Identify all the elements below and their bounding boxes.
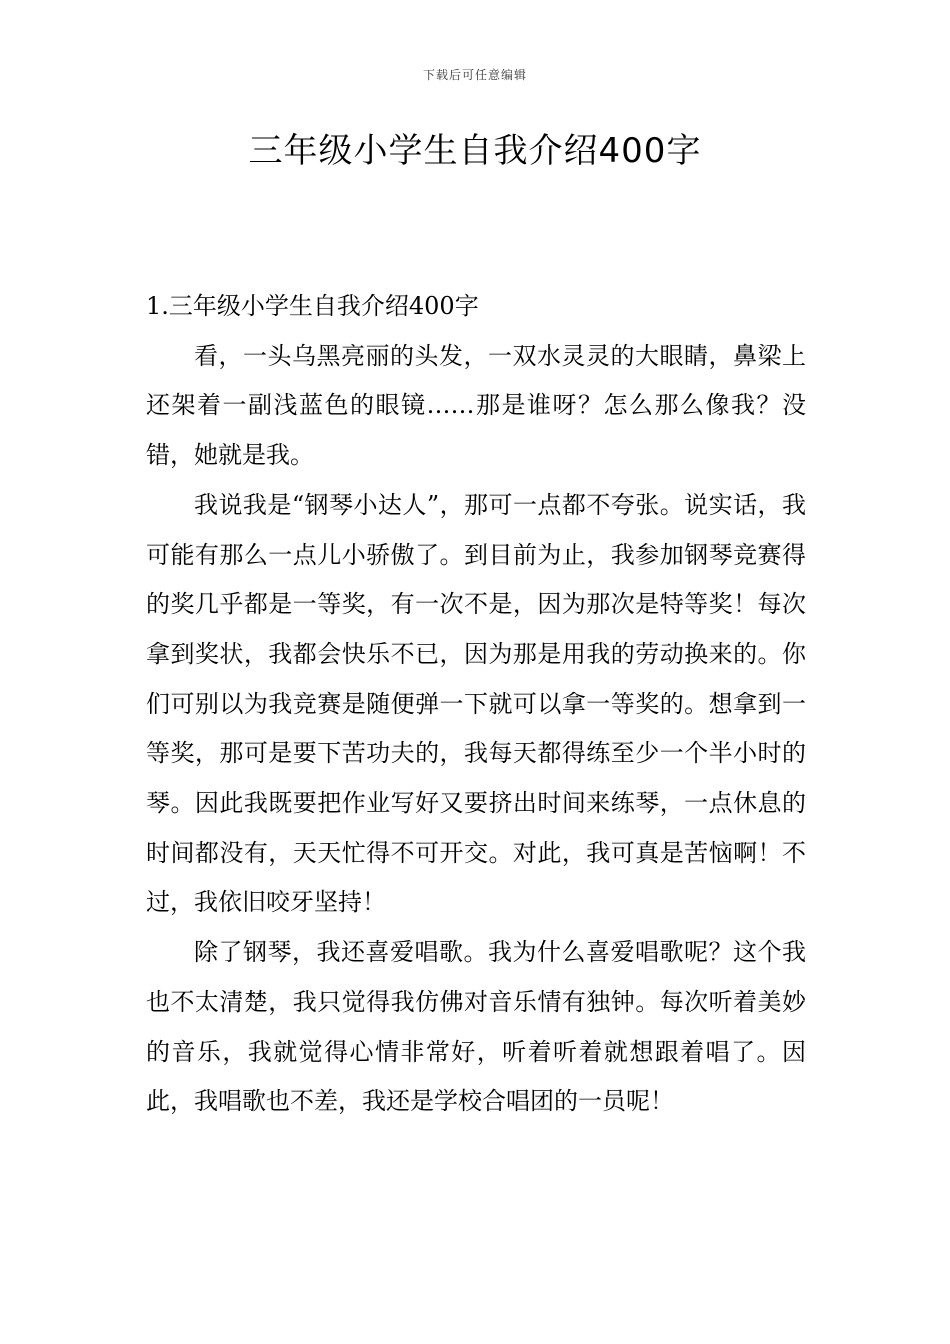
document-body <box>146 282 806 1127</box>
paragraph-2: 我说我是“钢琴小达人”，那可一点都不夸张。说实话，我可能有那么一点儿小骄傲了。到目前为止，我参加钢琴竞赛得的奖几乎都是一等奖，有一次不是，因为那次是特等奖！每次拿到奖状，我都会快乐不已，因为那是用我的劳动换来的。你们可别以为我竞赛是随便弹一下就可以拿一等奖的。想拿到一等奖，那可是要下苦功夫的，我每天都得练至少一个半小时的琴。因此我既要把作业写好又要挤出时间来练琴，一点休息的时间都没有，天天忙得不可开交。对此，我可真是苦恼啊！不过，我依旧咬牙坚持！ <box>146 490 806 917</box>
paragraph-3: 除了钢琴，我还喜爱唱歌。我为什么喜爱唱歌呢？这个我也不太清楚，我只觉得我仿佛对音乐情有独钟。每次听着美妙的音乐，我就觉得心情非常好，听着听着就想跟着唱了。因此，我唱歌也不差，我还是学校合唱团的一员呢！ <box>146 938 806 1116</box>
header-note: 下载后可任意编辑 <box>422 68 527 82</box>
document-title: 三年级小学生自我介绍400字 <box>248 131 702 171</box>
paragraph-1: 看，一头乌黑亮丽的头发，一双水灵灵的大眼睛，鼻梁上还架着一副浅蓝色的眼镜……那是谁呀？怎么那么像我？没错，她就是我。 <box>146 341 806 470</box>
section-heading: 1.三年级小学生自我介绍400字 <box>146 292 479 320</box>
